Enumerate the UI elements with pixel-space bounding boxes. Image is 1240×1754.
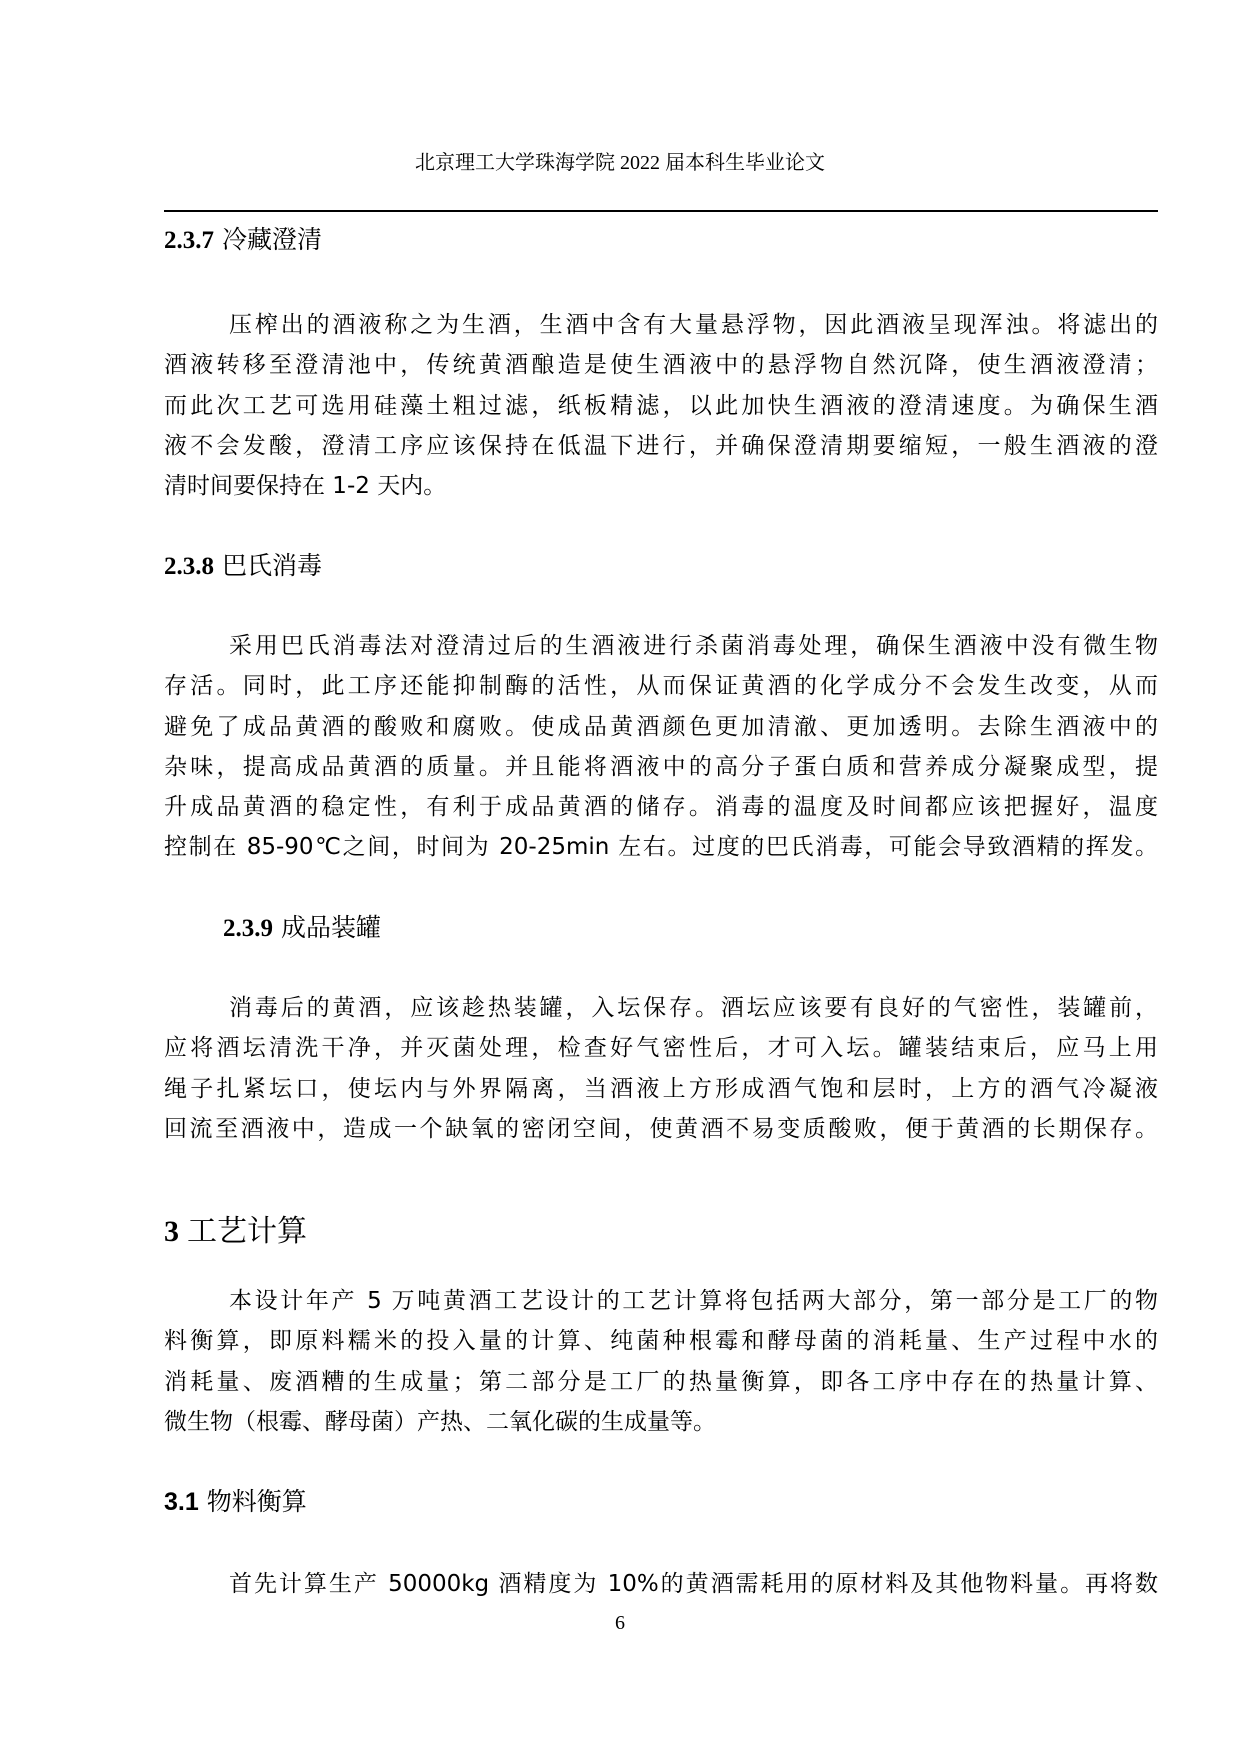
section-title: 巴氏消毒 bbox=[222, 551, 323, 580]
text-line: 酒液转移至澄清池中，传统黄酒酿造是使生酒液中的悬浮物自然沉降，使生酒液澄清； bbox=[164, 352, 1158, 379]
text-line: 绳子扎紧坛口，使坛内与外界隔离，当酒液上方形成酒气饱和层时，上方的酒气冷凝液 bbox=[164, 1075, 1158, 1102]
text-line: 料衡算，即原料糯米的投入量的计算、纯菌种根霉和酵母菌的消耗量、生产过程中水的 bbox=[164, 1328, 1158, 1355]
section-heading-3-1 bbox=[164, 1487, 307, 1517]
section-number: 2.3.7 bbox=[164, 227, 214, 254]
text-line: 液不会发酸，澄清工序应该保持在低温下进行，并确保澄清期要缩短，一般生酒液的澄 bbox=[164, 432, 1158, 459]
section-title: 物料衡算 bbox=[206, 1487, 307, 1516]
section-heading-2-3-7 bbox=[164, 225, 322, 256]
section-title: 工艺计算 bbox=[187, 1214, 307, 1249]
text-line: 避免了成品黄酒的酸败和腐败。使成品黄酒颜色更加清澈、更加透明。去除生酒液中的 bbox=[164, 713, 1158, 740]
text-line: 消耗量、废酒糟的生成量；第二部分是工厂的热量衡算，即各工序中存在的热量计算、 bbox=[164, 1368, 1158, 1395]
section-number: 2.3.8 bbox=[164, 553, 214, 580]
text-line: 本设计年产 5 万吨黄酒工艺设计的工艺计算将包括两大部分，第一部分是工厂的物 bbox=[229, 1288, 1158, 1314]
text-line: 杂味，提高成品黄酒的质量。并且能将酒液中的高分子蛋白质和营养成分凝聚成型，提 bbox=[164, 753, 1158, 780]
paragraph bbox=[164, 305, 1158, 506]
chapter-heading-3 bbox=[164, 1214, 307, 1250]
section-heading-2-3-9 bbox=[223, 913, 381, 944]
text-line: 消毒后的黄酒，应该趁热装罐，入坛保存。酒坛应该要有良好的气密性，装罐前， bbox=[229, 995, 1158, 1021]
paragraph bbox=[164, 626, 1158, 868]
text-line: 微生物（根霉、酵母菌）产热、二氧化碳的生成量等。 bbox=[164, 1408, 716, 1435]
page-number: 6 bbox=[615, 1612, 625, 1634]
text-line: 首先计算生产 50000kg 酒精度为 10%的黄酒需耗用的原材料及其他物料量。再将数 bbox=[229, 1571, 1158, 1597]
section-title: 冷藏澄清 bbox=[222, 225, 323, 254]
text-line: 应将酒坛清洗干净，并灭菌处理，检查好气密性后，才可入坛。罐装结束后，应马上用 bbox=[164, 1035, 1158, 1062]
text-line: 采用巴氏消毒法对澄清过后的生酒液进行杀菌消毒处理，确保生酒液中没有微生物 bbox=[229, 633, 1158, 659]
text-line: 回流至酒液中，造成一个缺氧的密闭空间，使黄酒不易变质酸败，便于黄酒的长期保存。 bbox=[164, 1115, 1158, 1142]
text-line: 而此次工艺可选用硅藻土粗过滤，纸板精滤，以此加快生酒液的澄清速度。为确保生酒 bbox=[164, 392, 1158, 419]
text-line: 压榨出的酒液称之为生酒，生酒中含有大量悬浮物，因此酒液呈现浑浊。将滤出的 bbox=[229, 312, 1158, 338]
text-line: 存活。同时，此工序还能抑制酶的活性，从而保证黄酒的化学成分不会发生改变，从而 bbox=[164, 673, 1158, 700]
section-number: 3.1 bbox=[164, 1488, 199, 1516]
text-line: 控制在 85-90℃之间，时间为 20-25min 左右。过度的巴氏消毒，可能会导致酒精的挥发。 bbox=[164, 834, 1158, 861]
paragraph bbox=[164, 988, 1158, 1149]
paragraph bbox=[164, 1564, 1158, 1604]
section-heading-2-3-8 bbox=[164, 551, 322, 582]
text-line: 升成品黄酒的稳定性，有利于成品黄酒的储存。消毒的温度及时间都应该把握好，温度 bbox=[164, 794, 1158, 821]
section-number: 3 bbox=[164, 1215, 179, 1248]
paragraph bbox=[164, 1281, 1158, 1442]
header-rule bbox=[164, 210, 1158, 212]
section-number: 2.3.9 bbox=[223, 915, 273, 942]
running-header: 北京理工大学珠海学院 2022 届本科生毕业论文 bbox=[415, 152, 825, 174]
section-title: 成品装罐 bbox=[281, 913, 382, 942]
text-line: 清时间要保持在 1-2 天内。 bbox=[164, 473, 447, 500]
